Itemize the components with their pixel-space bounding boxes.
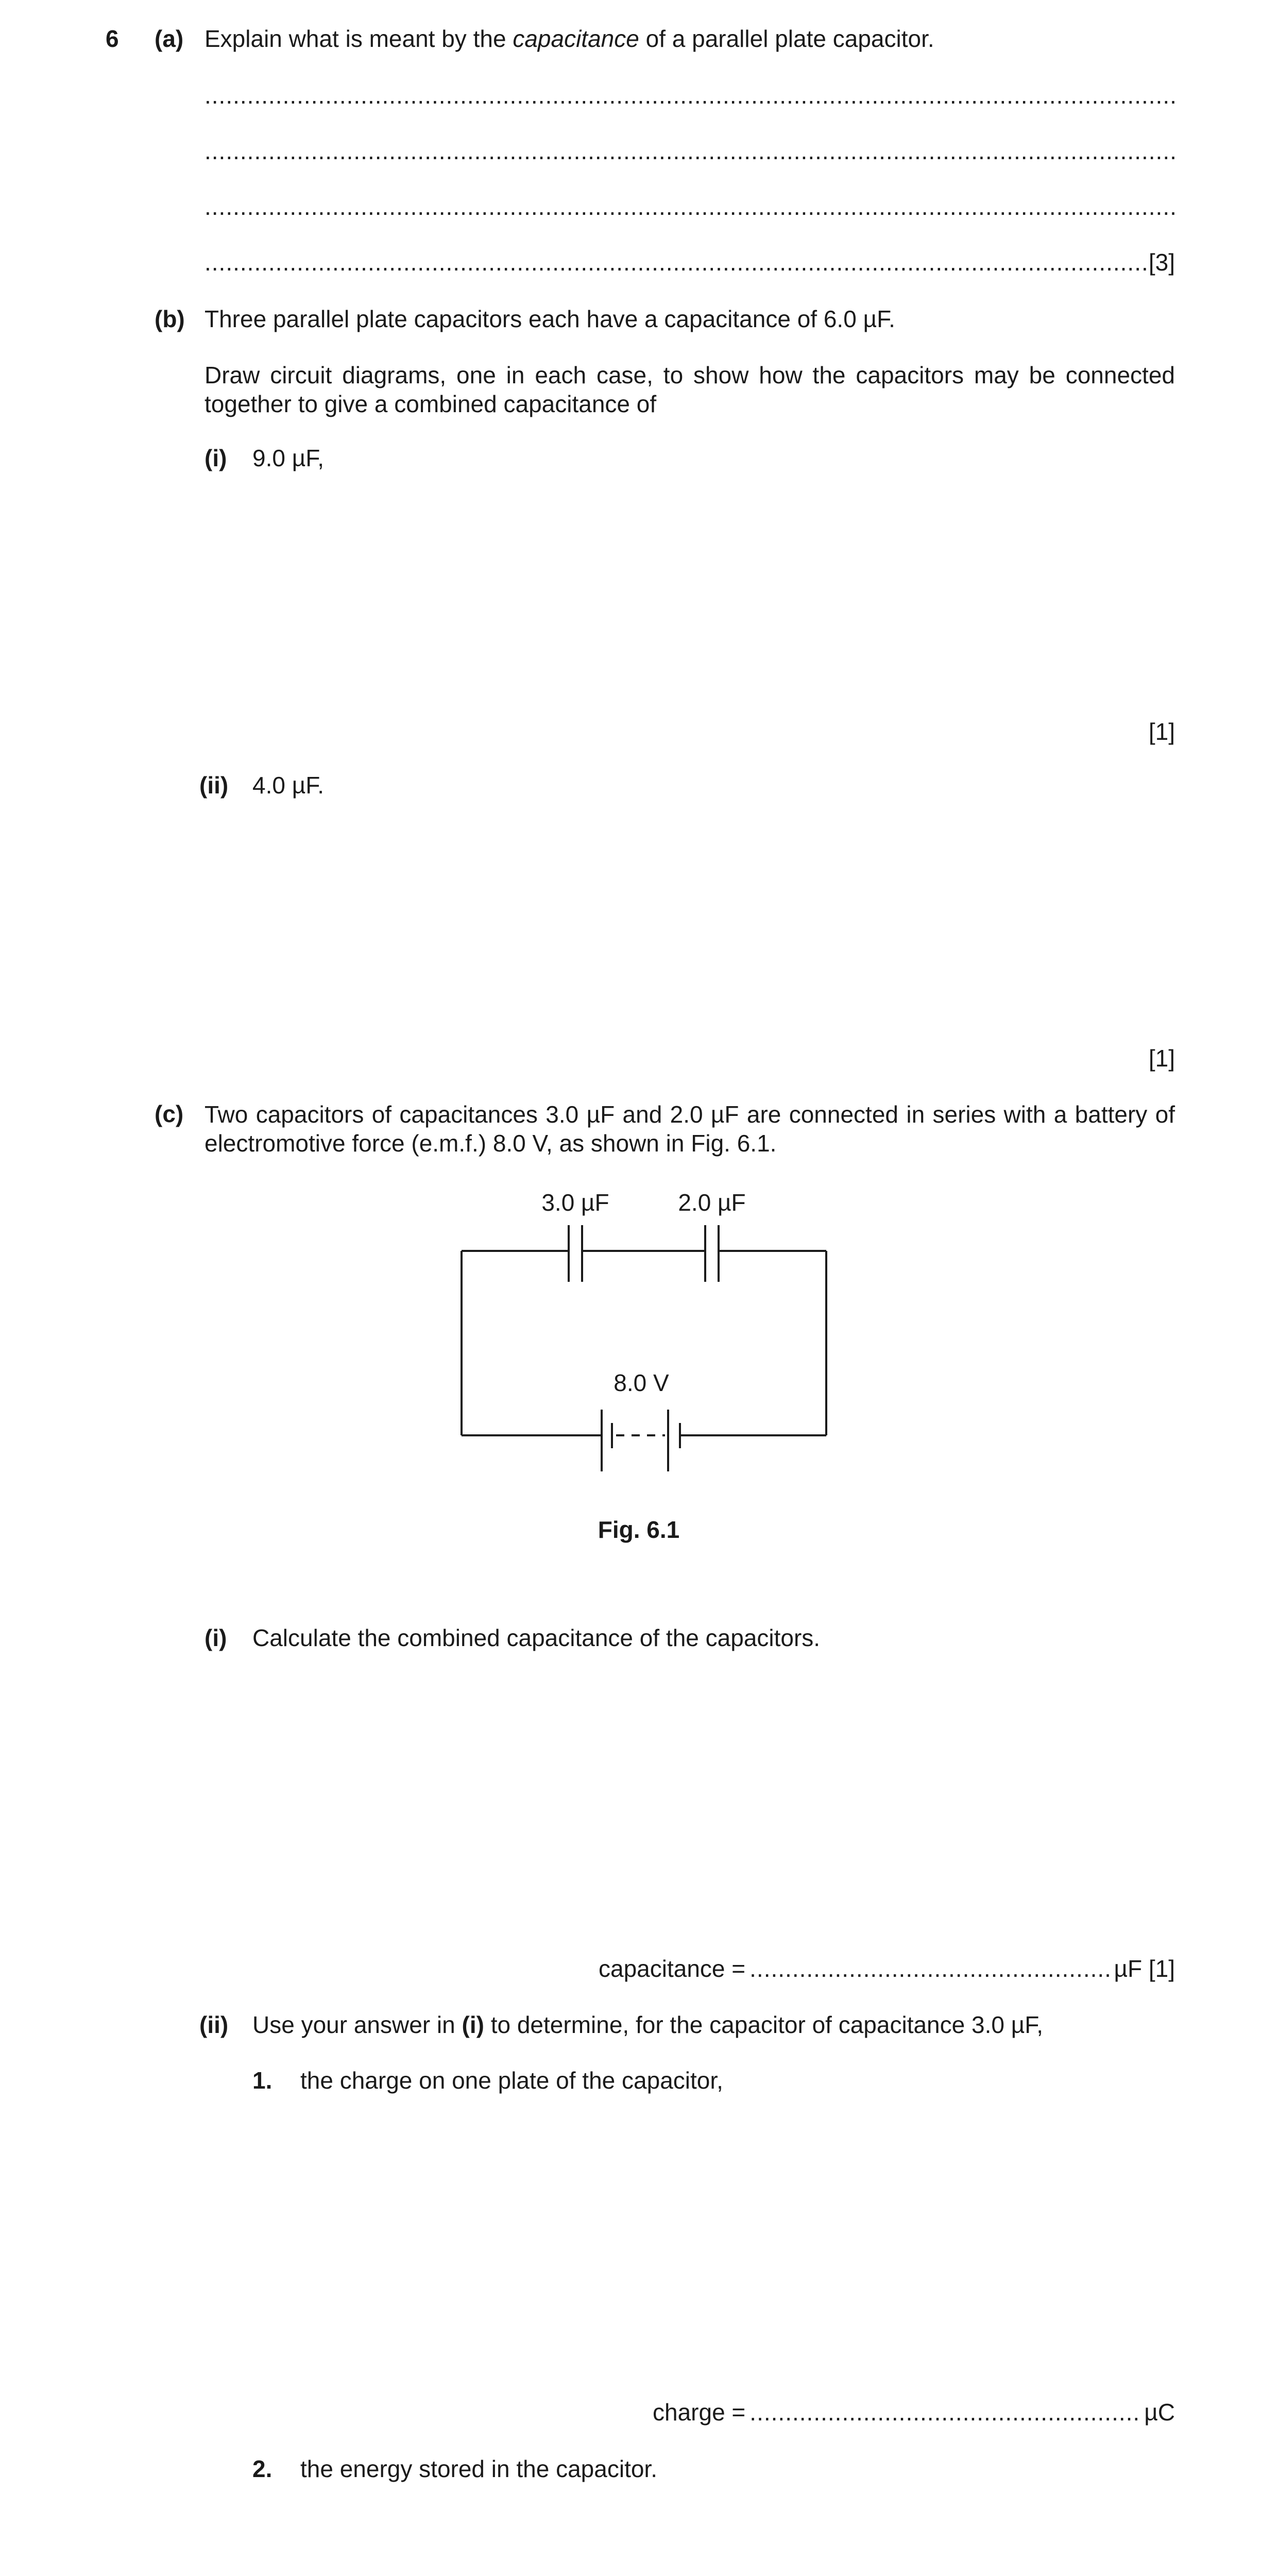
part-b-ii-text: 4.0 µF. bbox=[252, 772, 325, 799]
part-a-marks: [3] bbox=[1148, 249, 1175, 276]
part-b-i-marks: [1] bbox=[1148, 718, 1175, 745]
part-c-ii-text-before: Use your answer in bbox=[252, 2011, 462, 2038]
part-c-i-label: (i) bbox=[205, 1624, 227, 1651]
charge-answer-row bbox=[653, 2398, 1175, 2427]
part-c-ii-text-ref: (i) bbox=[462, 2011, 484, 2038]
part-b-ii-label: (ii) bbox=[199, 772, 229, 799]
question-number: 6 bbox=[106, 25, 119, 52]
charge-answer-field[interactable] bbox=[749, 2398, 1140, 2427]
figure-caption: Fig. 6.1 bbox=[598, 1516, 680, 1543]
cap2-label: 2.0 µF bbox=[678, 1189, 746, 1216]
part-c-ii-1-num: 1. bbox=[252, 2067, 272, 2094]
capacitance-answer-field[interactable] bbox=[749, 1955, 1110, 1983]
answer-line-a3[interactable] bbox=[205, 193, 1175, 221]
cap1-label: 3.0 µF bbox=[541, 1189, 609, 1216]
part-b-ii-marks: [1] bbox=[1148, 1045, 1175, 1072]
capacitance-answer-row bbox=[599, 1955, 1175, 1983]
part-b-intro: Three parallel plate capacitors each have a capacitance of 6.0 µF. bbox=[205, 306, 895, 332]
charge-answer-unit: µC bbox=[1144, 2399, 1175, 2426]
part-b-i-label: (i) bbox=[205, 445, 227, 471]
part-c-ii-1-text: the charge on one plate of the capacitor, bbox=[300, 2067, 723, 2094]
part-a-prompt bbox=[205, 25, 1183, 53]
part-c-ii-label: (ii) bbox=[199, 2011, 229, 2038]
part-b-instruction: Draw circuit diagrams, one in each case, to show how the capacitors may be connected together to give a combined capacitance of bbox=[205, 362, 1175, 417]
part-a-prompt-em: capacitance bbox=[513, 25, 639, 52]
capacitance-answer-label: capacitance = bbox=[599, 1955, 746, 1982]
part-a-label: (a) bbox=[155, 25, 184, 52]
part-c-i-text: Calculate the combined capacitance of the capacitors. bbox=[252, 1624, 821, 1651]
part-c-intro: Two capacitors of capacitances 3.0 µF and 2.0 µF are connected in series with a battery of electromotive force (e.m.f.) 8.0 V, as shown in Fig. 6.1. bbox=[205, 1101, 1175, 1157]
answer-line-a1[interactable] bbox=[205, 81, 1175, 110]
battery-label: 8.0 V bbox=[614, 1369, 669, 1396]
part-a-prompt-after: of a parallel plate capacitor. bbox=[639, 25, 934, 52]
part-b-i-text: 9.0 µF, bbox=[252, 445, 325, 471]
part-c-ii-text bbox=[252, 2011, 1180, 2039]
answer-line-a4[interactable] bbox=[205, 248, 1149, 277]
circuit-diagram bbox=[443, 1180, 834, 1489]
part-c-ii-2-num: 2. bbox=[252, 2455, 272, 2482]
part-b-label: (b) bbox=[155, 306, 185, 332]
part-a-prompt-before: Explain what is meant by the bbox=[205, 25, 513, 52]
answer-line-a2[interactable] bbox=[205, 137, 1175, 165]
charge-answer-label: charge = bbox=[653, 2399, 746, 2426]
part-c-label: (c) bbox=[155, 1100, 184, 1127]
part-c-ii-text-after: to determine, for the capacitor of capacitance 3.0 µF, bbox=[484, 2011, 1044, 2038]
capacitance-answer-unit: µF [1] bbox=[1114, 1955, 1175, 1982]
part-c-ii-2-text: the energy stored in the capacitor. bbox=[300, 2455, 657, 2482]
answer-line-a4-row bbox=[205, 248, 1175, 277]
